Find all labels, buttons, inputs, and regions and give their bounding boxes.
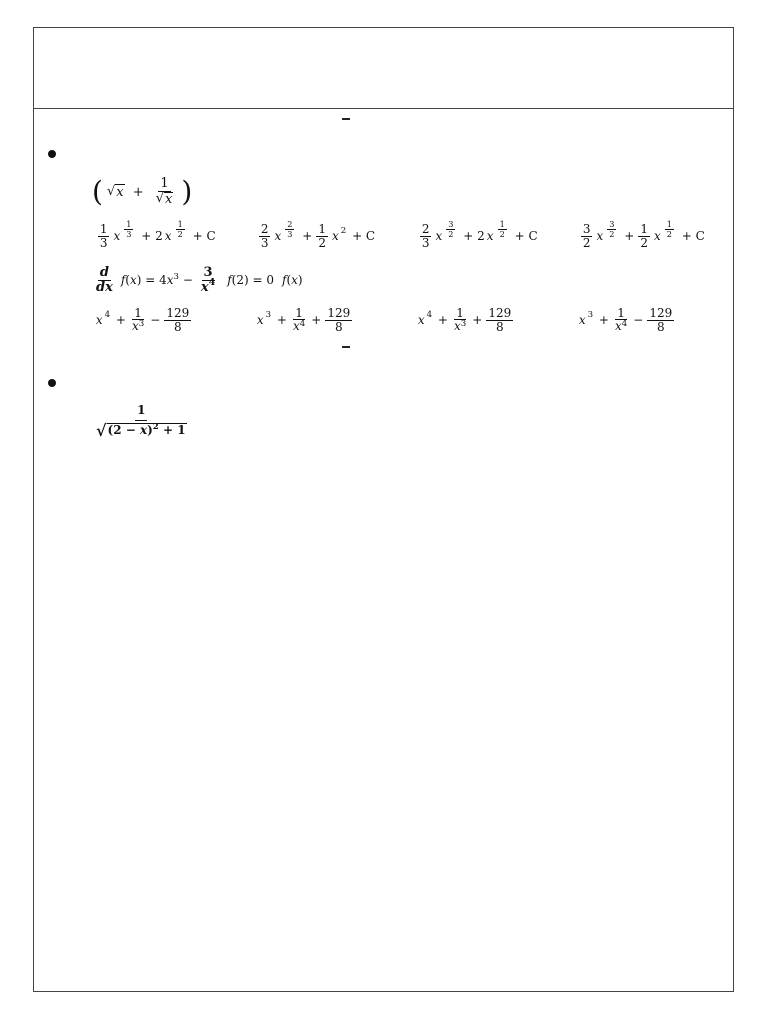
bullet-icon	[48, 150, 56, 158]
option-a2-a: x 4 + $\frac{1}{x^3}$ − $\frac{129}{8}$	[95, 305, 190, 334]
option-a1-a: $\frac{1}{3}$ x $\frac{1}{3}$ + 2 x $\frac{1}{2}$ + C	[99, 219, 216, 250]
option-a2-c: x 4 + $\frac{1}{x^3}$ + $\frac{129}{8}$	[417, 305, 512, 334]
option-a2-b: x 3 + $\frac{1}{x^4}$ + $\frac{129}{8}$	[256, 305, 351, 334]
question-a2: $\frac{d}{dx}$ $f(x) = 4x^3$ − $\frac{3}{x^4}$ f(2) = 0 f(x)	[96, 264, 303, 295]
bullet-icon	[48, 379, 56, 387]
option-a1-b: $\frac{2}{3}$ x $\frac{2}{3}$ + $\frac{1}{2}$ x 2 + C	[260, 219, 376, 250]
question-b1: 1 √ $(2 - x)^2 + 1$	[96, 403, 186, 440]
section-b-label	[342, 346, 350, 348]
option-a1-d: $\frac{3}{2}$ x $\frac{3}{2}$ + $\frac{1}{2}$ x $\frac{1}{2}$ + C	[582, 219, 705, 250]
header-divider	[33, 108, 734, 109]
option-a1-c: $\frac{2}{3}$ x $\frac{3}{2}$ + 2 x $\frac{1}{2}$ + C	[421, 219, 538, 250]
option-a2-d: x 3 + $\frac{1}{x^4}$ − $\frac{129}{8}$	[578, 305, 673, 334]
question-a1: ( √ x + 1 √ x )	[92, 175, 193, 208]
section-a-label	[342, 118, 350, 120]
